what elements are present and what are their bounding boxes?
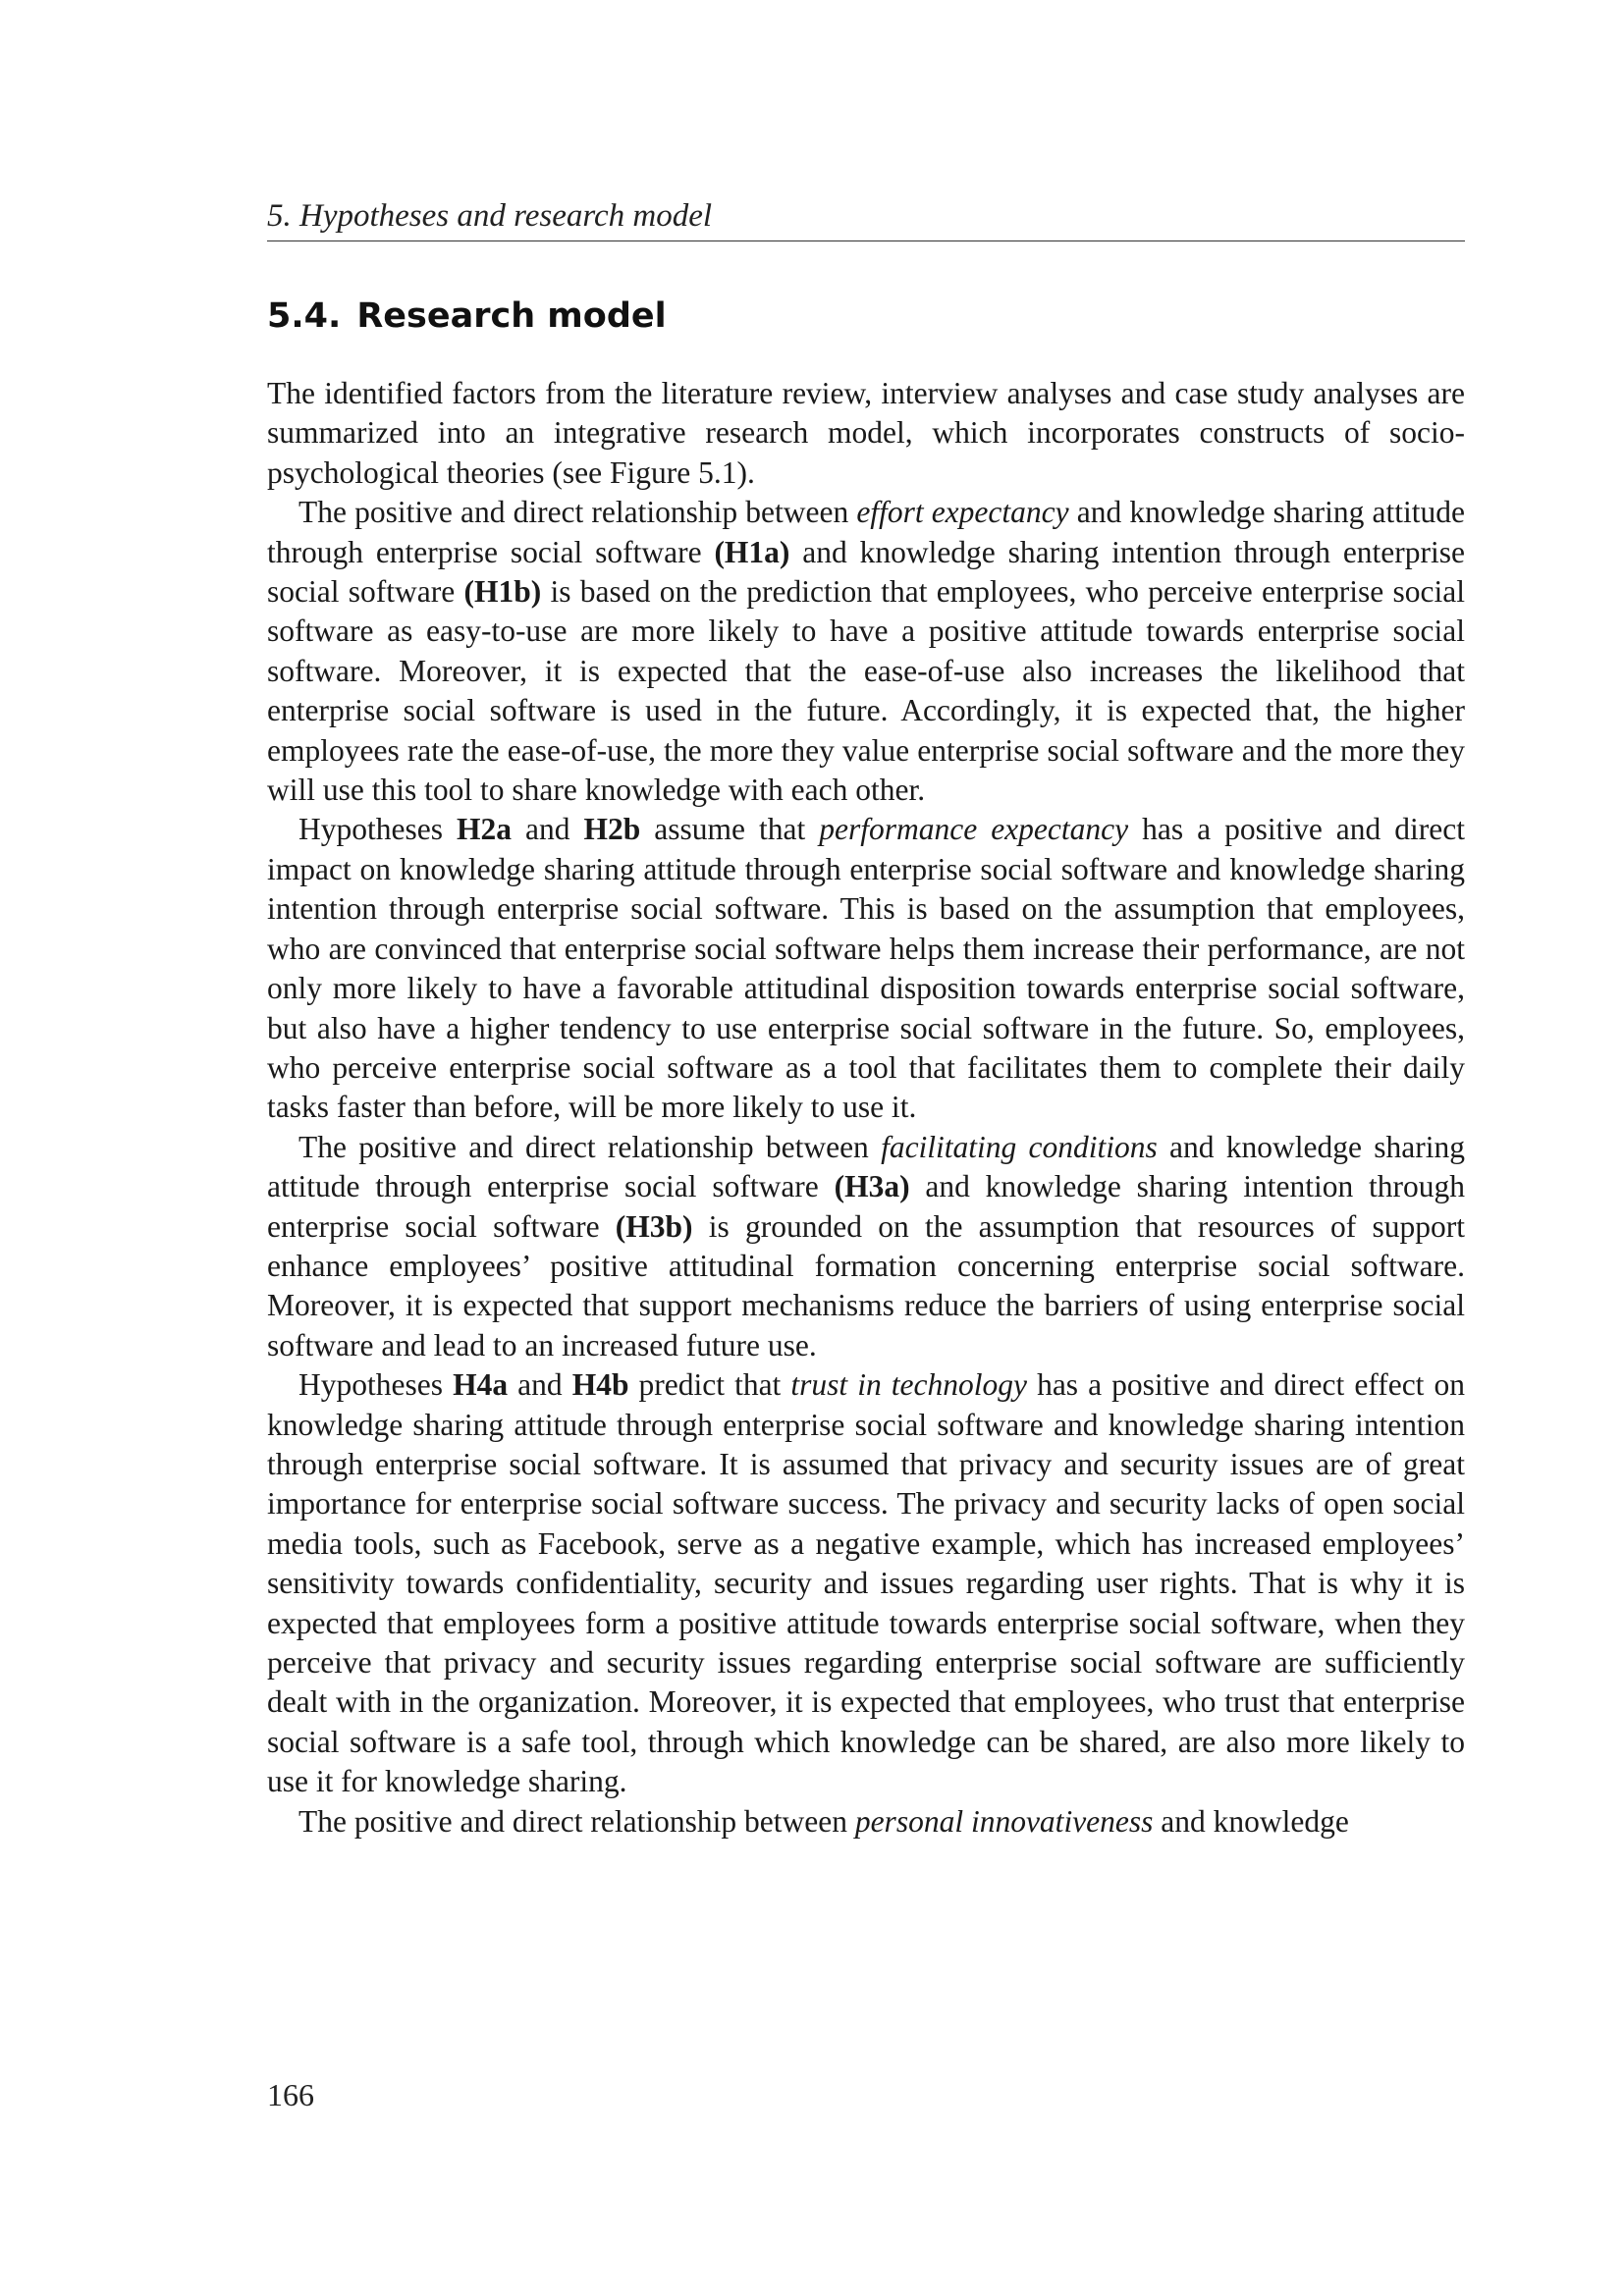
construct-term: facilitating conditions	[881, 1129, 1158, 1164]
paragraph-text: is grounded on the assumption that resources of support enhance employees’ positive attitudinal formation concerning enterprise social software. Moreover, it is expected that support mechanisms reduce the barriers of using enterprise social software and lead to an increased future use.	[267, 1208, 1465, 1362]
hypothesis-label: H2a	[456, 812, 512, 847]
paragraph-text: Hypotheses	[298, 1367, 454, 1403]
paragraph-text: is based on the prediction that employees, who perceive enterprise social software as easy-to-use are more likely to have a positive attitude towards enterprise social software. Moreover, it is expected that the ease-of-use also increases the likelihood that enterprise social software is used in the future. Accordingly, it is expected that, the higher employees rate the ease-of-use, the more they value enterprise social software and the more they will use this tool to share knowledge with each other.	[267, 574, 1465, 808]
paragraph-intro	[267, 374, 1465, 493]
paragraph-text: assume that	[640, 812, 820, 847]
paragraph-text: The positive and direct relationship between	[298, 495, 857, 530]
page-number: 166	[267, 2077, 314, 2112]
hypothesis-label: H2b	[583, 812, 641, 847]
body-text	[267, 374, 1465, 1842]
paragraph-text: and knowledge sharing intention through enterprise social software	[267, 534, 1465, 610]
paragraph-text: predict that	[628, 1367, 791, 1403]
construct-term: trust in technology	[790, 1367, 1027, 1403]
hypothesis-label: (H1a)	[714, 534, 790, 569]
section-title	[267, 294, 667, 338]
paragraph-text: and knowledge sharing attitude through enterprise social software	[267, 1129, 1465, 1204]
paragraph-text: The identified factors from the literature review, interview analyses and case study analyses are summarized into an integrative research model, which incorporates constructs of socio-psychological theories (see Figure 5.1).	[267, 376, 1465, 490]
construct-term: effort expectancy	[856, 495, 1069, 530]
paragraph-text: and	[508, 1367, 572, 1403]
paragraph-text: has a positive and direct effect on knowledge sharing attitude through enterprise social software and knowledge sharing intention through enterprise social software. It is assumed that privacy and security issues are of great importance for enterprise social software success. The privacy and security lacks of open social media tools, such as Facebook, serve as a negative example, which has increased employees’ sensitivity towards confidentiality, security and issues regarding user rights. That is why it is expected that employees form a positive attitude towards enterprise social software, when they perceive that privacy and security issues regarding enterprise social software are sufficiently dealt with in the organization. Moreover, it is expected that employees, who trust that enterprise social software is a safe tool, through which knowledge can be shared, are also more likely to use it for knowledge sharing.	[267, 1367, 1465, 1799]
paragraph-h3	[267, 1128, 1465, 1365]
running-header	[267, 194, 1465, 241]
paragraph-h2	[267, 810, 1465, 1127]
paragraph-h4	[267, 1365, 1465, 1801]
paragraph-h1	[267, 493, 1465, 810]
section-number: 5.4.	[267, 296, 342, 336]
paragraph-text: The positive and direct relationship between	[298, 1129, 882, 1164]
paragraph-h5	[267, 1802, 1465, 1842]
paragraph-text: and knowledge sharing intention through enterprise social software	[267, 1169, 1465, 1244]
hypothesis-label: H4a	[453, 1367, 509, 1403]
hypothesis-label: (H1b)	[463, 574, 542, 610]
paragraph-text: Hypotheses	[298, 812, 457, 847]
paragraph-text: The positive and direct relationship between	[298, 1803, 855, 1839]
section-title-text: Research model	[356, 296, 667, 336]
running-head-text: 5. Hypotheses and research model	[267, 198, 713, 234]
construct-term: performance expectancy	[819, 812, 1129, 847]
construct-term: personal innovativeness	[854, 1803, 1154, 1839]
paragraph-text: and knowledge sharing attitude through enterprise social software	[267, 495, 1465, 569]
hypothesis-label: H4b	[571, 1367, 629, 1403]
paragraph-text: and	[512, 812, 584, 847]
paragraph-text: and knowledge	[1153, 1803, 1349, 1839]
hypothesis-label: (H3a)	[834, 1169, 910, 1204]
hypothesis-label: (H3b)	[615, 1208, 693, 1244]
paragraph-text: has a positive and direct impact on knowledge sharing attitude through enterprise social software and knowledge sharing intention through enterprise social software. This is based on the assumption that employees, who are convinced that enterprise social software helps them increase their performance, are not only more likely to have a favorable attitudinal disposition towards enterprise social software, but also have a higher tendency to use enterprise social software in the future. So, employees, who perceive enterprise social software as a tool that facilitates them to complete their daily tasks faster than before, will be more likely to use it.	[267, 812, 1465, 1125]
